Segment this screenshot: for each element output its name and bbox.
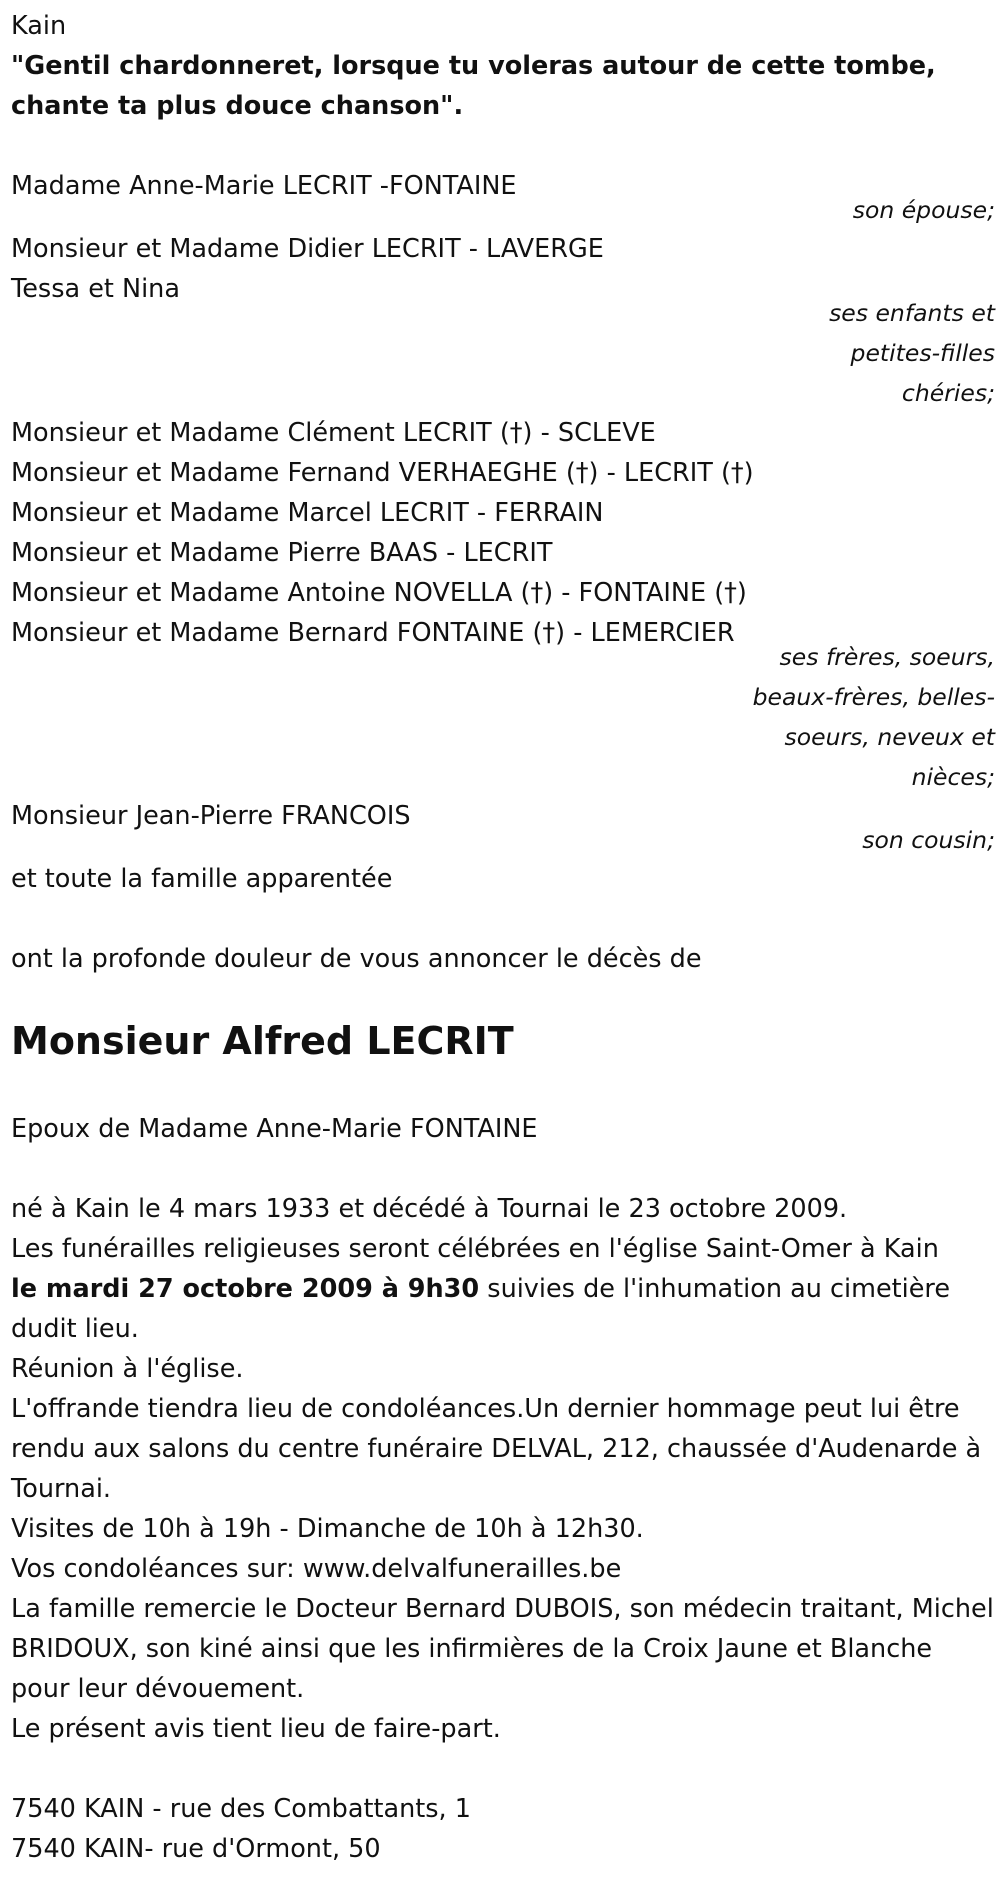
sibling-line: Monsieur et Madame Fernand VERHAEGHE (†) - LECRIT (†) bbox=[11, 458, 754, 488]
address: 7540 KAIN - rue des Combattants, 1 bbox=[11, 1794, 471, 1824]
funeral-date-line bbox=[11, 1269, 996, 1349]
notice: Le présent avis tient lieu de faire-part. bbox=[11, 1714, 501, 1744]
details-block bbox=[11, 1189, 996, 1749]
siblings-relation: ses frères, soeurs, beaux-frères, belles-soeurs, neveux et nièces; bbox=[752, 643, 995, 791]
offering: L'offrande tiendra lieu de condoléances.Un dernier hommage peut lui être rendu aux salons du centre funéraire DELVAL, 212, chaussée d'Audenarde à Tournai. bbox=[11, 1394, 982, 1504]
spouse-relation: son épouse; bbox=[852, 196, 995, 224]
quote-line-1: "Gentil chardonneret, lorsque tu voleras autour de cette tombe, bbox=[11, 51, 936, 81]
condolences: Vos condoléances sur: www.delvalfunerailles.be bbox=[11, 1554, 622, 1584]
sibling-line: Monsieur et Madame Pierre BAAS - LECRIT bbox=[11, 538, 553, 568]
meeting: Réunion à l'église. bbox=[11, 1354, 244, 1384]
sibling-line: Monsieur et Madame Clément LECRIT (†) - SCLEVE bbox=[11, 418, 656, 448]
funeral-rest: suivies de l'inhumation au cimetière dudit lieu. bbox=[11, 1274, 951, 1344]
announcement: ont la profonde douleur de vous annoncer le décès de bbox=[11, 944, 702, 974]
deceased-spouse-line: Epoux de Madame Anne-Marie FONTAINE bbox=[11, 1114, 538, 1144]
children-relation: ses enfants et petites-filles chéries; bbox=[829, 299, 995, 407]
children-line-1: Monsieur et Madame Didier LECRIT - LAVERGE bbox=[11, 234, 604, 264]
funeral-line: Les funérailles religieuses seront célébrées en l'église Saint-Omer à Kain bbox=[11, 1234, 939, 1264]
location: Kain bbox=[11, 11, 67, 41]
children-line-2: Tessa et Nina bbox=[11, 274, 180, 304]
address: 7540 KAIN- rue d'Ormont, 50 bbox=[11, 1834, 381, 1864]
cousin-name: Monsieur Jean-Pierre FRANCOIS bbox=[11, 801, 411, 831]
visits: Visites de 10h à 19h - Dimanche de 10h à 12h30. bbox=[11, 1514, 644, 1544]
deceased-name: Monsieur Alfred LECRIT bbox=[11, 1019, 514, 1063]
cousin-relation: son cousin; bbox=[862, 826, 995, 854]
thanks: La famille remercie le Docteur Bernard DUBOIS, son médecin traitant, Michel BRIDOUX, son kiné ainsi que les infirmières de la Croix Jaune et Blanche pour leur dévouement. bbox=[11, 1594, 994, 1704]
sibling-line: Monsieur et Madame Antoine NOVELLA (†) - FONTAINE (†) bbox=[11, 578, 747, 608]
quote-line-2: chante ta plus douce chanson". bbox=[11, 91, 464, 121]
funeral-date: le mardi 27 octobre 2009 à 9h30 bbox=[11, 1274, 480, 1304]
sibling-line: Monsieur et Madame Marcel LECRIT - FERRAIN bbox=[11, 498, 604, 528]
other-family: et toute la famille apparentée bbox=[11, 864, 393, 894]
sibling-line: Monsieur et Madame Bernard FONTAINE (†) - LEMERCIER bbox=[11, 618, 735, 648]
birth-death: né à Kain le 4 mars 1933 et décédé à Tournai le 23 octobre 2009. bbox=[11, 1194, 848, 1224]
spouse-name: Madame Anne-Marie LECRIT -FONTAINE bbox=[11, 171, 517, 201]
